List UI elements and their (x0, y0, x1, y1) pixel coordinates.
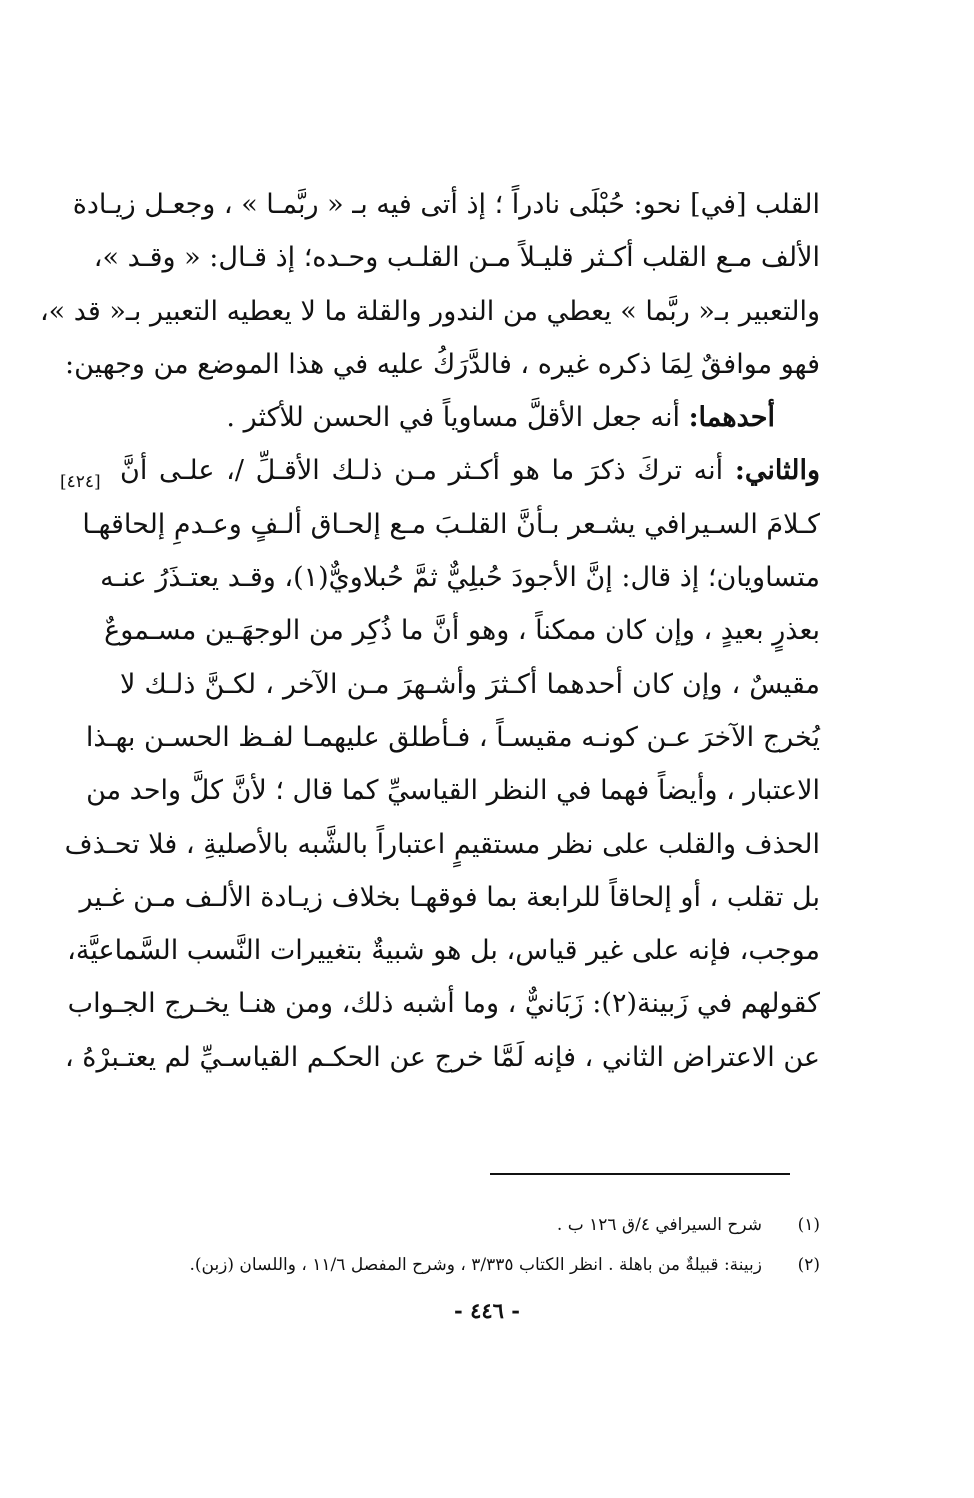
line-text: القلب [في] نحو: حُبْلَى نادراً ؛ إذ أتى فيه بـ « ربَّمـا » ، وجعـل زيـادة (72, 189, 820, 220)
text-line (104, 604, 820, 657)
text-line (85, 711, 820, 764)
text-line (67, 924, 820, 977)
text-line (39, 285, 820, 338)
footnote-number: (١) (797, 1215, 820, 1235)
line-text: بعذرٍ بعيدٍ ، وإن كان ممكناً ، وهو أنَّ ما ذُكِر من الوجهَـين مسـموعٌ (104, 615, 820, 647)
line-text: أنه تركَ ذكرَ ما هو أكـثر مـن ذلـك الأقـلِّ /، علـى أنَّ (120, 455, 724, 487)
footnote-item (120, 1245, 820, 1285)
footnote-separator (490, 1173, 790, 1175)
line-text: الحذف والقلب على نظر مستقيمٍ اعتباراً بالشَّبه بالأصليةِ ، فلا تحـذف (64, 828, 820, 860)
line-lead: والثاني: (734, 455, 820, 487)
text-line (64, 818, 820, 871)
text-line (64, 338, 820, 391)
text-line (67, 977, 820, 1030)
text-line (93, 231, 820, 284)
line-text: والتعبير بـ« ربَّما » يعطي من الندور والقلة ما لا يعطيه التعبير بـ« قد »، (39, 295, 820, 327)
line-lead: أحدهما: (688, 402, 775, 434)
text-line (120, 658, 820, 711)
page-number: - ٤٤٦ - (454, 1298, 520, 1323)
text-line (79, 871, 820, 924)
text-line (65, 1031, 820, 1084)
line-text: فهو موافقٌ لِمَا ذكره غيره ، فالدَّرَكُ عليه في هذا الموضع من وجهين: (64, 348, 820, 380)
footnotes (120, 1205, 820, 1285)
text-line (82, 498, 820, 551)
line-text: بل تقلب ، أو إلحاقاً للرابعة بما فوقهـا بخلاف زيـادة الألـف مـن غـير (79, 881, 820, 913)
line-text: أنه جعل الأقلَّ مساوياً في الحسن للأكثر . (226, 402, 680, 434)
footnote-item (120, 1205, 820, 1245)
footnote-text: شرح السيرافي ٤/ق ١٢٦ ب . (556, 1215, 762, 1235)
line-text: مقيسٌ ، وإن كان أحدهما أكـثرَ وأشـهرَ مـن الآخر ، لكـنَّ ذلـك لا (120, 668, 820, 700)
text-line-first-point (120, 391, 820, 444)
line-text: متساويان؛ إذ قال: إنَّ الأجودَ حُبلِيٌّ ثمَّ حُبلاويٌّ(١)، وقـد يعتـذَرُ عنـه (100, 562, 820, 594)
line-text: يُخرج الآخرَ عـن كونـه مقيسـاً ، فـأطلق عليهمـا لفـظ الحسـن بهـذا (85, 721, 820, 753)
line-text: الاعتبار ، وأيضاً فهما في النظر القياسيِّ كما قال ؛ لأنَّ كلَّ واحد من (86, 775, 820, 807)
line-text: عن الاعتراض الثاني ، فإنه لَمَّا خرج عن الحكـم القياسـيِّ لم يعتـبرْهُ ، (65, 1041, 820, 1073)
footnote-text: زبينة: قبيلةٌ من باهلة . انظر الكتاب ٣/٣٣٥ ، وشرح المفصل ١١/٦ ، واللسان (زبن). (189, 1255, 762, 1275)
text-line-second-point (120, 444, 820, 497)
margin-folio-reference: [٤٢٤] (60, 472, 101, 492)
line-text: كقولهم في زَبينة(٢): زَبَانيٌّ ، وما أشبه ذلك، ومن هنـا يخـرج الجـواب (67, 988, 820, 1020)
line-text: الألف مـع القلب أكـثر قليـلاً مـن القلـب وحـده؛ إذ قـال: « وقـد »، (93, 242, 820, 274)
text-line (72, 178, 820, 231)
footnote-number: (٢) (797, 1255, 820, 1275)
text-line (86, 764, 820, 817)
text-line (100, 551, 820, 604)
line-text: كـلامَ السـيرافي يشـعر بـأنَّ القلـبَ مـع إلحـاق ألـفٍ وعـدمِ إلحاقهـا (82, 508, 820, 540)
line-text: موجب، فإنه على غير قياس، بل هو شبيةٌ بتغييرات النَّسب السَّماعيَّة، (67, 935, 820, 967)
